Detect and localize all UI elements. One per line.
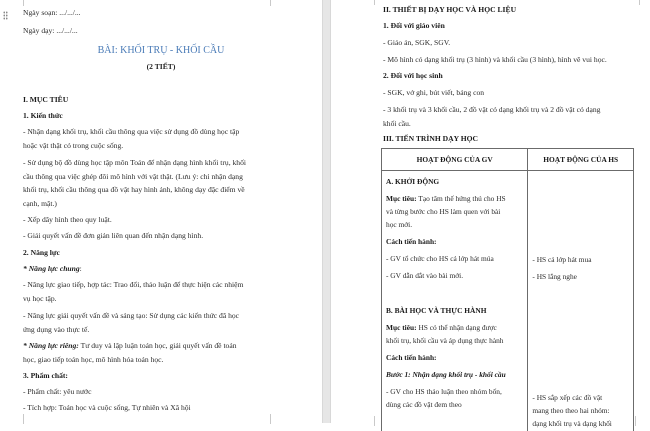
student-item: [383, 103, 633, 130]
text-line: - Năng lực giải quyết vấn đề và sáng tạo: Sử dụng các kiến thức đã học: [23, 311, 240, 320]
text-line: Tư duy và lập luận toán học, giải quyết vấn đề toán: [78, 341, 237, 350]
student-activity-line: - HS sắp xếp các đồ vật: [532, 393, 603, 402]
column-header-teacher: HOẠT ĐỘNG CỦA GV: [382, 149, 528, 171]
heading-teacher: 1. Đối với giáo viên: [383, 21, 445, 30]
student-activity-line: mang theo theo hai nhóm:: [532, 406, 610, 415]
lesson-activity-table: [381, 148, 634, 431]
heading-competence: 2. Năng lực: [23, 248, 60, 257]
goal-line: và từng bước cho HS làm quen với bài: [386, 207, 501, 216]
lesson-title: BÀI: KHỐI TRỤ - KHỐI CẦU: [97, 45, 225, 56]
goal-label: Mục tiêu:: [386, 323, 417, 332]
student-item: - SGK, vở ghi, bút viết, bảng con: [383, 88, 485, 97]
text: Tạo tâm thế hứng thú cho HS: [416, 194, 506, 203]
crop-mark: [635, 416, 645, 426]
paragraph-drag-handle-icon[interactable]: [3, 11, 8, 20]
section-heading-equipment: II. THIẾT BỊ DẠY HỌC VÀ HỌC LIỆU: [383, 5, 517, 14]
section-heading-objectives: I. MỤC TIÊU: [23, 95, 69, 104]
student-activity-line: dạng khối trụ và dạng khối: [532, 419, 612, 428]
text-line: khối trụ, khối cầu thông qua đồ vật hay hình ảnh, không dạy đặc điểm về: [23, 185, 245, 194]
heading-student: 2. Đối với học sinh: [383, 71, 443, 80]
goal-line: học mới.: [386, 220, 413, 229]
text-line: - Nhận dạng khối trụ, khối cầu thông qua việc sử dụng đồ dùng học tập: [23, 127, 240, 136]
method-label: Cách tiến hành:: [386, 353, 437, 362]
step-line: - GV cho HS thảo luận theo nhóm bốn,: [386, 387, 502, 396]
colon: :: [79, 264, 82, 273]
text-line: ứng dụng vào thực tế.: [23, 324, 90, 334]
general-competence-label: [23, 262, 82, 276]
label-text: * Năng lực riêng:: [23, 341, 79, 350]
general-competence-item: [23, 309, 275, 336]
knowledge-item: [23, 156, 275, 210]
section-heading-process: III. TIẾN TRÌNH DẠY HỌC: [383, 134, 479, 143]
text-line: khối cầu.: [383, 118, 411, 128]
text: HS có thể nhận dạng được: [416, 323, 497, 332]
heading-knowledge: 1. Kiến thức: [23, 111, 63, 120]
crop-mark: [270, 414, 280, 424]
step-line: dùng các đồ vật đem theo: [386, 400, 462, 409]
date-taught: Ngày dạy: .../.../...: [23, 26, 78, 35]
knowledge-item: [23, 125, 275, 152]
text-line: hoặc vật thật có trong cuộc sống.: [23, 140, 124, 150]
knowledge-item: - Giải quyết vấn đề đơn giản liên quan đến nhận dạng hình.: [23, 231, 204, 240]
quality-item: - Tích hợp: Toán học và cuộc sống, Tự nhiên và Xã hội: [23, 403, 191, 412]
date-prepared: Ngày soạn: .../.../...: [23, 8, 81, 17]
text-line: - Năng lực giao tiếp, hợp tác: Trao đổi, thảo luận để thực hiện các nhiệm: [23, 280, 244, 289]
text-line: cầu thông qua việc ghép đôi mô hình với vật thật. (Lưu ý: chỉ nhận dạng: [23, 171, 243, 181]
table-header-row: [382, 149, 634, 171]
step-line: - GV dẫn dắt vào bài mới.: [386, 271, 464, 280]
crop-mark: [365, 0, 375, 5]
activity-heading: B. BÀI HỌC VÀ THỰC HÀNH: [386, 306, 487, 315]
lesson-subtitle: (2 TIẾT): [146, 62, 176, 71]
activity-heading: A. KHỞI ĐỘNG: [386, 177, 440, 186]
table-row: [382, 171, 634, 431]
student-activity-line: - HS lắng nghe: [532, 272, 577, 281]
text-line: - 3 khối trụ và 3 khối cầu, 2 đồ vật có dạng khối trụ và 2 đồ vật có dạng: [383, 105, 601, 114]
page-gutter: [322, 0, 331, 423]
goal-label: Mục tiêu:: [386, 194, 417, 203]
goal-line: [386, 192, 523, 205]
text-line: cạnh, mặt.): [23, 198, 57, 208]
text-line: vụ học tập.: [23, 293, 57, 303]
goal-line: khối trụ, khối cầu và áp dụng thực hành: [386, 336, 504, 345]
step-label: Bước 1: Nhận dạng khối trụ - khối cầu: [386, 370, 506, 379]
label-text: * Năng lực chung: [23, 264, 80, 273]
quality-item: - Phẩm chất: yêu nước: [23, 387, 92, 396]
general-competence-item: [23, 278, 275, 305]
teacher-item: - Mô hình có dạng khối trụ (3 hình) và khối cầu (3 hình), hình vẽ vui học.: [383, 55, 607, 64]
specific-competence: [23, 339, 275, 366]
heading-quality: 3. Phẩm chất:: [23, 371, 68, 380]
crop-mark: [14, 414, 24, 424]
step-line: - GV tổ chức cho HS cả lớp hát múa: [386, 254, 494, 263]
method-label: Cách tiến hành:: [386, 237, 437, 246]
crop-mark: [365, 416, 375, 426]
knowledge-item: - Xếp dãy hình theo quy luật.: [23, 215, 112, 224]
document-page-1: [0, 0, 322, 423]
teacher-item: - Giáo án, SGK, SGV.: [383, 38, 451, 47]
text-line: học, giao tiếp toán học, mô hình hóa toán học.: [23, 354, 164, 364]
column-header-student: HOẠT ĐỘNG CỦA HS: [528, 149, 634, 171]
goal-line: [386, 321, 523, 334]
student-activity-cell: [528, 171, 634, 431]
text-line: - Sử dụng bộ đồ dùng học tập môn Toán để nhận dạng hình khối trụ, khối: [23, 158, 247, 167]
teacher-activity-cell: [382, 171, 528, 431]
crop-mark: [270, 0, 280, 6]
crop-mark: [639, 0, 649, 5]
student-activity-line: - HS cả lớp hát mua: [532, 255, 592, 264]
